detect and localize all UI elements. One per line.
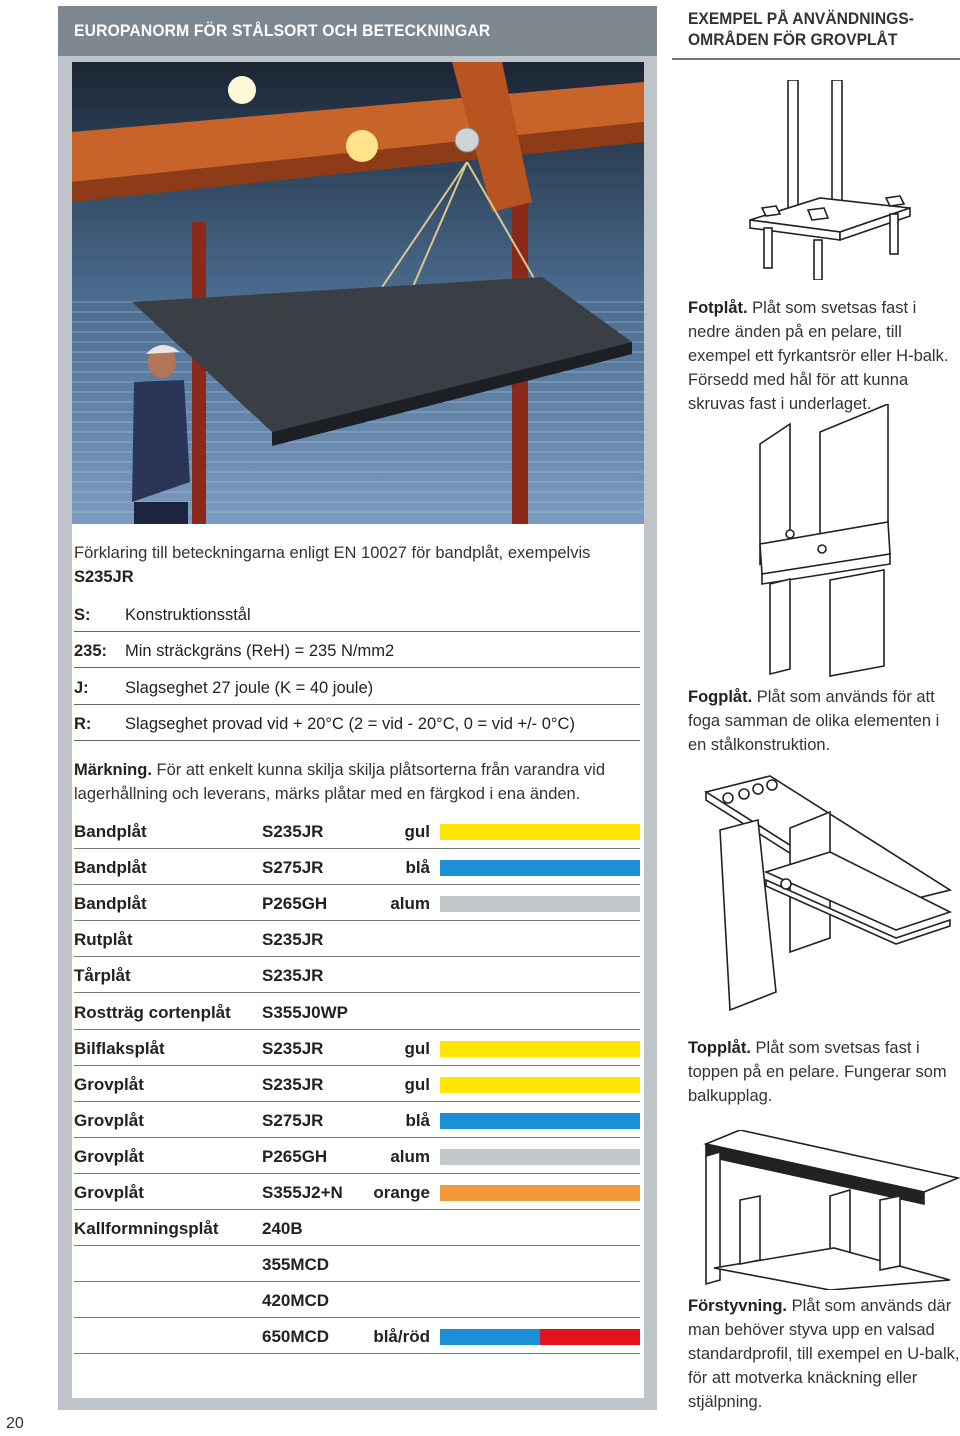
color-swatch xyxy=(440,1149,640,1165)
color-swatch xyxy=(440,896,640,912)
example-caption-3 xyxy=(688,1036,960,1108)
color-swatch xyxy=(440,1329,540,1345)
definition-value: Min sträckgräns (ReH) = 235 N/mm2 xyxy=(125,642,395,660)
color-code-name: alum xyxy=(390,894,430,913)
right-column-divider xyxy=(672,58,960,60)
right-column-title: EXEMPEL PÅ ANVÄNDNINGS-OMRÅDEN FÖR GROVPLÅT xyxy=(688,9,914,49)
example-caption-4 xyxy=(688,1294,960,1414)
product-name: Kallformningsplåt xyxy=(74,1219,219,1238)
table-row xyxy=(74,1101,640,1138)
table-row xyxy=(74,1245,640,1282)
left-panel-header xyxy=(58,6,657,56)
definition-row xyxy=(74,631,640,668)
product-name: Grovplåt xyxy=(74,1183,144,1202)
table-row xyxy=(74,1281,640,1318)
page-number: 20 xyxy=(6,1415,24,1432)
definition-key: S: xyxy=(74,606,91,624)
example-caption-2 xyxy=(688,685,960,757)
definition-row xyxy=(74,704,640,741)
top-plate-illustration xyxy=(700,762,960,1027)
table-row xyxy=(74,1209,640,1246)
base-plate-illustration xyxy=(740,80,920,285)
color-swatch xyxy=(440,824,640,840)
steel-grade: S355J2+N xyxy=(262,1183,343,1202)
steel-grade: S235JR xyxy=(262,822,324,841)
left-panel-title: EUROPANORM FÖR STÅLSORT OCH BETECKNINGAR xyxy=(74,21,491,40)
table-row xyxy=(74,812,640,849)
color-swatch xyxy=(440,1041,640,1057)
steel-grade: S355J0WP xyxy=(262,1003,348,1022)
table-row xyxy=(74,1137,640,1174)
color-code-name: alum xyxy=(390,1147,430,1166)
stiffener-illustration xyxy=(700,1130,960,1295)
steel-grade: S275JR xyxy=(262,1111,324,1130)
definition-value: Slagseghet provad vid + 20°C (2 = vid - 20°C, 0 = vid +/- 0°C) xyxy=(125,715,575,733)
product-name: Bandplåt xyxy=(74,858,147,877)
example-text-2: Plåt som används för att foga samman de olika elementen i en stålkonstruktion. xyxy=(688,688,940,754)
table-row xyxy=(74,993,640,1030)
steel-grade: P265GH xyxy=(262,1147,328,1166)
steel-grade: P265GH xyxy=(262,894,328,913)
definition-key: 235: xyxy=(74,642,108,660)
product-name: Bilflaksplåt xyxy=(74,1039,165,1058)
product-name: Bandplåt xyxy=(74,822,147,841)
example-title-3: Topplåt. xyxy=(688,1039,751,1057)
product-name: Rostträg cortenplåt xyxy=(74,1003,231,1022)
example-text-1: Plåt som svetsas fast i nedre änden på en pelare, till exempel ett fyrkantsrör eller H-balk. Försedd med hål för att kunna skruvas fast i underlaget. xyxy=(688,299,949,413)
steel-grade: 240B xyxy=(262,1219,303,1238)
color-swatch xyxy=(540,1329,640,1345)
product-name: Bandplåt xyxy=(74,894,147,913)
splice-plate-illustration xyxy=(750,404,900,689)
product-name: Rutplåt xyxy=(74,930,133,949)
product-name: Grovplåt xyxy=(74,1147,144,1166)
steel-grade: 420MCD xyxy=(262,1291,330,1310)
marking-title: Märkning. xyxy=(74,761,152,779)
marking-paragraph xyxy=(74,758,640,806)
steel-grade: S235JR xyxy=(262,1075,324,1094)
color-code-name: orange xyxy=(373,1183,430,1202)
table-row xyxy=(74,848,640,885)
table-row xyxy=(74,920,640,957)
color-code-name: gul xyxy=(404,1039,430,1058)
example-text-3: Plåt som svetsas fast i toppen på en pelare. Fungerar som balkupplag. xyxy=(688,1039,947,1105)
steel-grade: S235JR xyxy=(262,966,324,985)
marking-text: För att enkelt kunna skilja skilja plåtsorterna från varandra vid lagerhållning och leverans, märks plåtar med en färgkod i ena änden. xyxy=(74,761,605,803)
example-title-4: Förstyvning. xyxy=(688,1297,788,1315)
definition-key: R: xyxy=(74,715,92,733)
color-code-name: gul xyxy=(404,1075,430,1094)
table-row xyxy=(74,1029,640,1066)
product-name: Grovplåt xyxy=(74,1111,144,1130)
table-row xyxy=(74,956,640,993)
table-row xyxy=(74,884,640,921)
definition-key: J: xyxy=(74,679,89,697)
definition-row xyxy=(74,668,640,705)
example-text-4: Plåt som används där man behöver styva upp en valsad standardprofil, till exempel en U-balk, för att motverka knäckning eller stjälpning. xyxy=(688,1297,960,1411)
example-title-2: Fogplåt. xyxy=(688,688,753,706)
explanation-intro-text: Förklaring till beteckningarna enligt EN 10027 för bandplåt, exempelvis xyxy=(74,544,591,562)
table-row xyxy=(74,1065,640,1102)
color-swatch xyxy=(440,1113,640,1129)
example-caption-1 xyxy=(688,296,960,416)
table-row xyxy=(74,1317,640,1354)
table-row xyxy=(74,1173,640,1210)
product-name: Grovplåt xyxy=(74,1075,144,1094)
definition-value: Slagseghet 27 joule (K = 40 joule) xyxy=(125,679,374,697)
definition-row xyxy=(74,595,640,632)
steel-grade: 650MCD xyxy=(262,1327,330,1346)
color-code-name: blå xyxy=(405,858,430,877)
color-code-name: blå/röd xyxy=(373,1327,430,1346)
steel-grade: S275JR xyxy=(262,858,324,877)
example-title-1: Fotplåt. xyxy=(688,299,748,317)
color-swatch xyxy=(440,1185,640,1201)
color-swatch xyxy=(440,860,640,876)
steel-grade: S235JR xyxy=(262,930,324,949)
color-code-name: blå xyxy=(405,1111,430,1130)
explanation-example: S235JR xyxy=(74,568,134,586)
definition-value: Konstruktionsstål xyxy=(125,606,251,624)
product-name: Tårplåt xyxy=(74,966,131,985)
color-swatch xyxy=(440,1077,640,1093)
explanation-intro xyxy=(74,541,634,589)
steel-grade: 355MCD xyxy=(262,1255,330,1274)
color-code-name: gul xyxy=(404,822,430,841)
steel-grade: S235JR xyxy=(262,1039,324,1058)
crane-photo xyxy=(72,62,644,524)
